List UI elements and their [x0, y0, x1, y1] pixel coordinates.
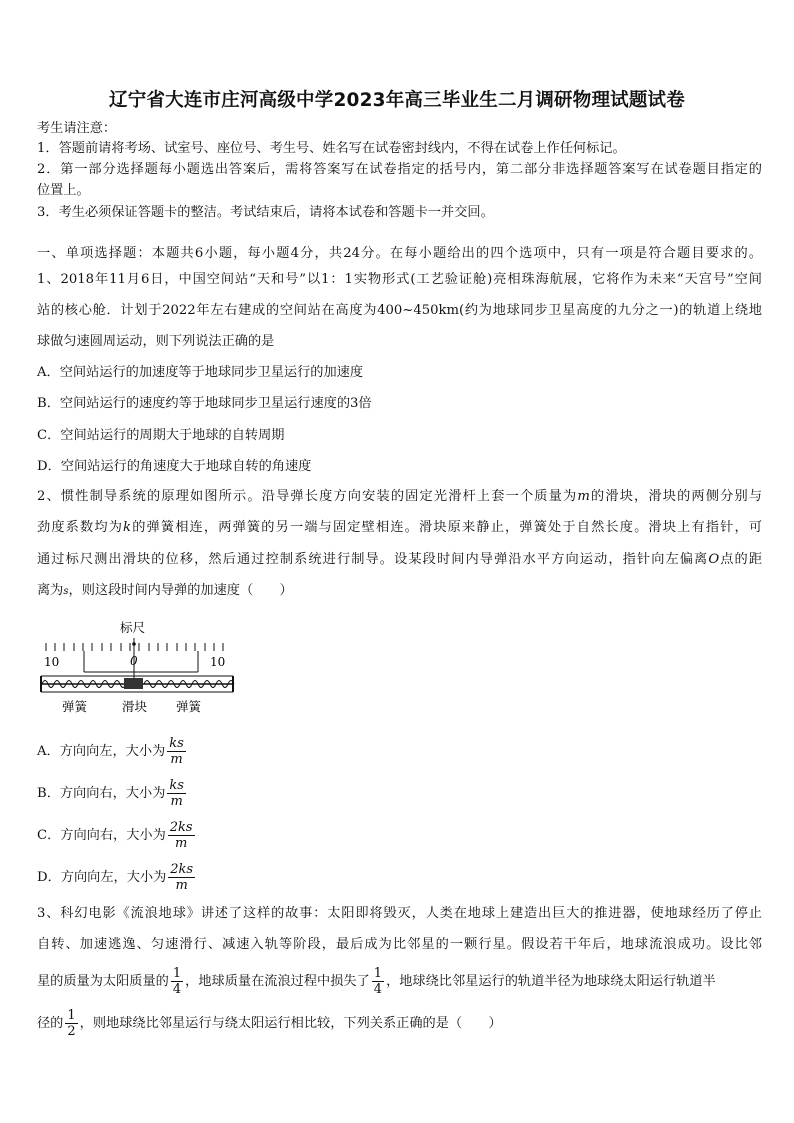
- fraction-denominator: m: [170, 752, 183, 767]
- q2-var-s: s: [63, 586, 69, 597]
- notice-item-1: 1．答题前请将考场、试室号、座位号、考生号、姓名写在试卷密封线内，不得在试卷上作任何标记。: [37, 141, 626, 156]
- q1-stem-line-3: 球做匀速圆周运动，则下列说法正确的是: [37, 334, 275, 349]
- option-fraction: [168, 862, 195, 893]
- q3-stem-line-3: [37, 966, 762, 997]
- q2-stem-line-2: [37, 519, 762, 537]
- q1-option-a: A．空间站运行的加速度等于地球同步卫星运行的加速度: [37, 365, 364, 380]
- option-fraction: [167, 778, 186, 809]
- q2-option-b: [37, 778, 762, 809]
- q1-stem-line-2: 站的核心舱．计划于2022年左右建成的空间站在高度为400~450km(约为地球同步卫星高度的九分之一)的轨道上绕地: [37, 303, 762, 318]
- fraction-half: [65, 1008, 77, 1039]
- ruler-right-tick: 10: [210, 655, 226, 669]
- spring-left-label: 弹簧: [62, 699, 88, 714]
- q2-var-k: k: [123, 520, 132, 535]
- fraction-denominator: 4: [373, 982, 383, 997]
- q3-text: 星的质量为太阳质量的: [37, 974, 169, 989]
- q3-text: ，则地球绕比邻星运行与绕太阳运行相比较，下列关系正确的是（ ）: [79, 1016, 502, 1031]
- option-text: B．方向向右，大小为: [37, 786, 166, 801]
- pointer-pivot: [132, 642, 136, 646]
- q2-var-o: O: [708, 552, 720, 567]
- option-text: D．方向向左，大小为: [37, 870, 167, 885]
- option-text: C．方向向右，大小为: [37, 828, 166, 843]
- q2-text: 劲度系数均为: [37, 520, 124, 535]
- q2-text: 2、惯性制导系统的原理如图所示。沿导弹长度方向安装的固定光滑杆上套一个质量为: [37, 489, 578, 504]
- q2-text: 离为: [37, 583, 64, 598]
- q3-text: ，地球质量在流浪过程中损失了: [185, 974, 370, 989]
- q1-stem-line-1: 1、2018年11月6日，中国空间站“天和号”以1：1实物形式(工艺验证舱)亮相珠海航展，它将作为未来“天宫号”空间: [37, 272, 762, 287]
- fraction-numerator: 2ks: [170, 862, 194, 877]
- q2-text: 的弹簧相连，两弹簧的另一端与固定壁相连。滑块原来静止，弹簧处于自然长度。滑块上有指针，可: [131, 520, 763, 535]
- q2-option-c: [37, 820, 762, 851]
- fraction-denominator: 2: [67, 1024, 76, 1039]
- ruler-left-tick: 10: [44, 655, 60, 669]
- q3-stem-line-4: [37, 1008, 762, 1039]
- q2-stem-line-4: [37, 582, 762, 601]
- q1-option-c: C．空间站运行的周期大于地球的自转周期: [37, 428, 285, 443]
- notice-item-2-cont: 位置上。: [37, 183, 90, 198]
- fraction-denominator: m: [170, 794, 183, 809]
- q3-text: ，地球绕比邻星运行的轨道半径为地球绕太阳运行轨道半: [386, 974, 716, 989]
- notice-item-2: 2．第一部分选择题每小题选出答案后，需将答案写在试卷指定的括号内，第二部分非选择题答案写在试卷题目指定的: [37, 162, 762, 177]
- q3-stem-line-1: 3、科幻电影《流浪地球》讲述了这样的故事：太阳即将毁灭，人类在地球上建造出巨大的推进器，使地球经历了停止: [37, 906, 762, 921]
- notice-heading: 考生请注意：: [37, 121, 117, 136]
- fraction-numerator: 1: [373, 966, 383, 981]
- q3-stem-line-2: 自转、加速逃逸、匀速滑行、减速入轨等阶段，最后成为比邻星的一颗行星。假设若干年后，地球流浪成功。设比邻: [37, 937, 762, 952]
- inertial-guidance-figure: [36, 620, 240, 718]
- ruler-center-tick: 0: [130, 654, 138, 668]
- fraction-denominator: 4: [172, 982, 182, 997]
- fraction-numerator: ks: [169, 736, 184, 751]
- q2-text: 点的距: [719, 552, 763, 567]
- q3-text: 径的: [37, 1016, 64, 1031]
- q2-text: ，则这段时间内导弹的加速度（ ）: [68, 583, 293, 598]
- q2-text: 的滑块，滑块的两侧分别与: [589, 489, 763, 504]
- fraction-quarter: [171, 966, 183, 997]
- q1-option-d: D．空间站运行的角速度大于地球自转的角速度: [37, 459, 312, 474]
- fraction-numerator: 1: [172, 966, 182, 981]
- fraction-numerator: ks: [169, 778, 184, 793]
- q2-text: 通过标尺测出滑块的位移，然后通过控制系统进行制导。设某段时间内导弹沿水平方向运动，指针向左偏离: [37, 552, 709, 567]
- option-fraction: [168, 820, 195, 851]
- q1-option-b: B．空间站运行的速度约等于地球同步卫星运行速度的3倍: [37, 396, 372, 411]
- spring-right-label: 弹簧: [176, 699, 202, 714]
- fraction-denominator: m: [175, 836, 188, 851]
- fraction-denominator: m: [175, 878, 188, 893]
- q2-option-a: [37, 736, 762, 767]
- section-heading: 一、单项选择题：本题共6小题，每小题4分，共24分。在每小题给出的四个选项中，只有一项是符合题目要求的。: [37, 246, 762, 261]
- fraction-quarter: [372, 966, 384, 997]
- q2-option-d: [37, 862, 762, 893]
- q2-stem-line-1: [37, 488, 762, 506]
- q2-stem-line-3: [37, 551, 762, 569]
- fraction-numerator: 1: [67, 1008, 76, 1023]
- slider-block: [124, 678, 143, 689]
- fraction-numerator: 2ks: [169, 820, 193, 835]
- ruler-label: 标尺: [120, 620, 146, 635]
- option-text: A．方向向左，大小为: [37, 744, 166, 759]
- q2-var-m: m: [577, 489, 590, 504]
- notice-item-3: 3．考生必须保证答题卡的整洁。考试结束后，请将本试卷和答题卡一并交回。: [37, 205, 494, 220]
- option-fraction: [167, 736, 186, 767]
- slider-label: 滑块: [122, 699, 148, 714]
- exam-title: 辽宁省大连市庄河高级中学2023年高三毕业生二月调研物理试题试卷: [109, 90, 685, 111]
